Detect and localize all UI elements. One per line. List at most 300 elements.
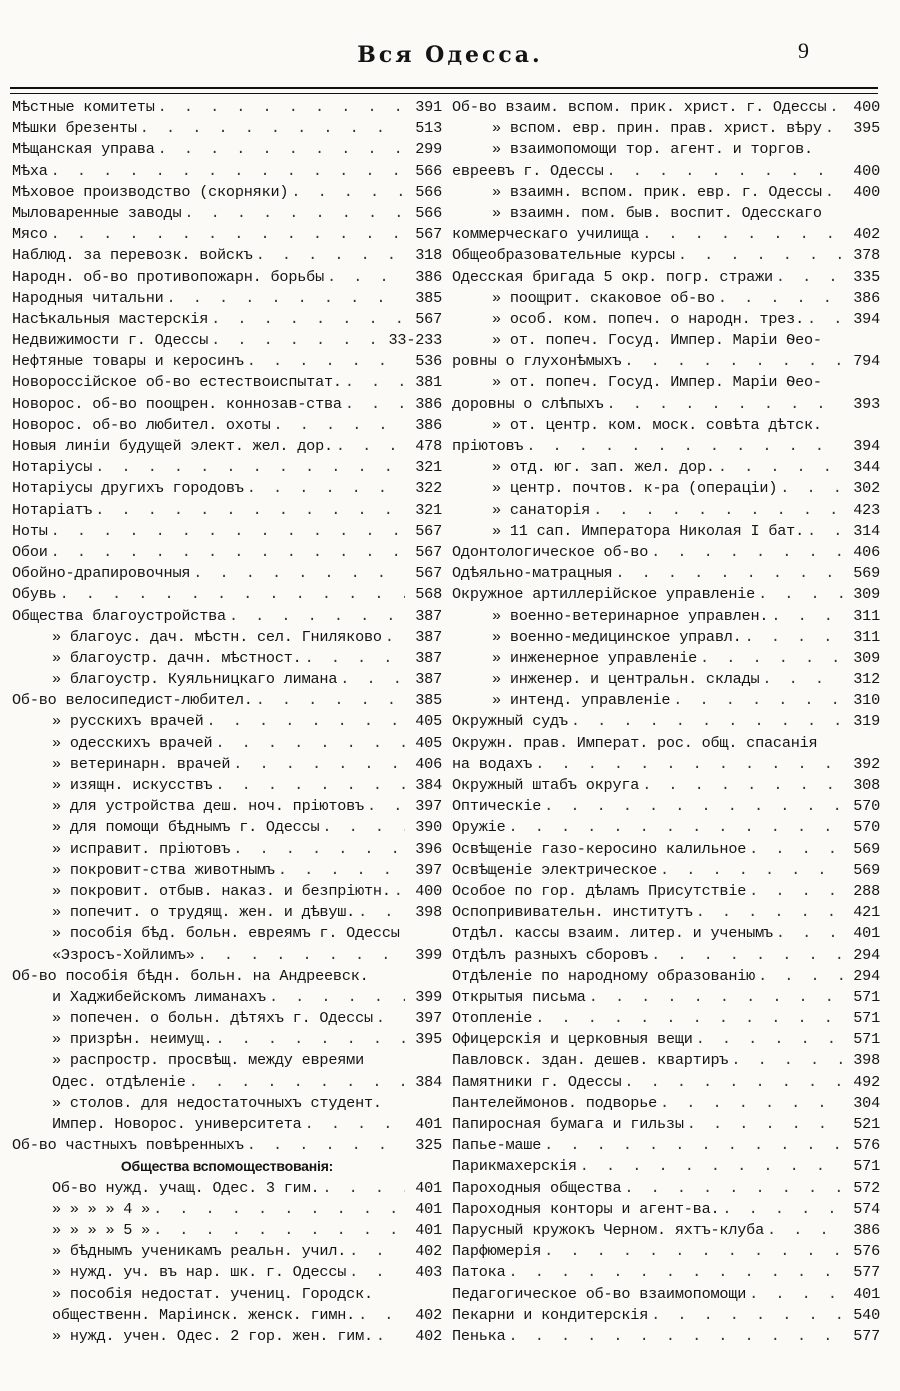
index-entry bbox=[12, 118, 442, 139]
entry-label: » взаимн. вспом. прик. евр. г. Одессы bbox=[492, 182, 822, 201]
dot-leader bbox=[722, 1199, 843, 1220]
dot-leader bbox=[825, 182, 843, 203]
dot-leader bbox=[247, 478, 405, 499]
dot-leader bbox=[571, 711, 843, 732]
entry-label: » изящн. искусствъ bbox=[52, 776, 213, 794]
entry-label: » от. центр. ком. моск. совѣта дѣтск. bbox=[492, 415, 822, 434]
dot-leader bbox=[385, 627, 405, 648]
dot-leader bbox=[660, 1093, 843, 1114]
entry-page-number: 423 bbox=[853, 500, 880, 519]
index-entry bbox=[12, 563, 442, 584]
dot-leader bbox=[153, 1199, 405, 1220]
entry-label: Окружный штабъ округа bbox=[452, 776, 640, 794]
index-entry bbox=[452, 1114, 880, 1135]
index-entry bbox=[452, 1305, 880, 1326]
entry-label: Об-во велосипедист-любител. bbox=[12, 691, 253, 710]
dot-leader bbox=[140, 118, 405, 139]
dot-leader bbox=[508, 817, 843, 838]
index-entry bbox=[12, 478, 442, 499]
index-entry bbox=[452, 881, 880, 902]
entry-page-number: 393 bbox=[853, 394, 880, 413]
dot-leader bbox=[749, 839, 843, 860]
dot-leader bbox=[229, 606, 405, 627]
index-entry bbox=[452, 987, 880, 1008]
entry-page-number: 386 bbox=[853, 1220, 880, 1239]
entry-label: Папиросная бумага и гильзы bbox=[452, 1115, 684, 1133]
entry-label: Одѣяльно-матрацныя bbox=[452, 564, 613, 583]
dot-leader bbox=[624, 1072, 843, 1093]
dot-leader bbox=[327, 267, 405, 288]
dot-leader bbox=[95, 500, 405, 521]
entry-page-number: 299 bbox=[415, 140, 442, 159]
dot-leader bbox=[508, 1262, 843, 1283]
entry-page-number: 311 bbox=[853, 627, 880, 646]
entry-page-number: 386 bbox=[415, 394, 442, 413]
entry-page-number: 576 bbox=[853, 1136, 880, 1155]
entry-page-number: 304 bbox=[853, 1093, 880, 1112]
dot-leader bbox=[829, 97, 843, 118]
entry-label: доровны о слѣпыхъ bbox=[452, 394, 604, 413]
entry-label: Мясо bbox=[12, 225, 48, 244]
index-entry bbox=[452, 923, 880, 944]
dot-leader bbox=[624, 351, 843, 372]
entry-label: » от. попеч. Госуд. Импер. Маріи Ѳео- bbox=[492, 331, 822, 350]
entry-label: Об-во пособія бѣдн. больн. на Андреевск. bbox=[12, 966, 369, 985]
index-entry bbox=[12, 606, 442, 627]
entry-page-number: 394 bbox=[853, 309, 880, 328]
index-entry bbox=[452, 648, 880, 669]
entry-label: евреевъ г. Одессы bbox=[452, 161, 604, 180]
entry-page-number: 571 bbox=[853, 1030, 880, 1049]
dot-leader bbox=[718, 288, 843, 309]
dot-leader bbox=[153, 1220, 405, 1241]
entry-page-number: 566 bbox=[415, 203, 442, 222]
index-entry bbox=[12, 690, 442, 711]
dot-leader bbox=[642, 224, 843, 245]
index-entry bbox=[12, 1178, 442, 1199]
dot-leader bbox=[51, 161, 405, 182]
dot-leader bbox=[51, 521, 405, 542]
index-entry bbox=[12, 1199, 442, 1220]
entry-label: Мѣшки брезенты bbox=[12, 119, 137, 138]
entry-page-number: 399 bbox=[415, 945, 442, 964]
entry-label: Новыя линіи будущей элект. жел. дор. bbox=[12, 437, 333, 455]
dot-leader bbox=[762, 669, 843, 690]
entry-label: Освѣщеніе электрическое bbox=[452, 860, 658, 879]
index-entry bbox=[452, 203, 880, 224]
index-entry bbox=[12, 245, 442, 266]
entry-page-number: 314 bbox=[853, 521, 880, 540]
entry-page-number: 421 bbox=[853, 903, 880, 922]
entry-page-number: 386 bbox=[415, 415, 442, 434]
entry-label: Оптическіе bbox=[452, 797, 542, 816]
entry-label: коммерческаго училища bbox=[452, 225, 640, 244]
entry-page-number: 402 bbox=[415, 1305, 442, 1324]
index-entry bbox=[12, 224, 442, 245]
entry-label: Педагогическое об-во взаимопомощи bbox=[452, 1284, 747, 1303]
dot-leader bbox=[745, 627, 843, 648]
dot-leader bbox=[51, 542, 405, 563]
entry-label: Окружн. прав. Императ. рос. общ. спасанія bbox=[452, 733, 818, 752]
dot-leader bbox=[673, 690, 843, 711]
entry-label: Отдѣленіе по народному образованію bbox=[452, 966, 756, 985]
entry-label: » 11 сап. Императора Николая I бат. bbox=[492, 521, 804, 540]
index-entry bbox=[12, 733, 442, 754]
index-entry bbox=[452, 1326, 880, 1347]
entry-page-number: 386 bbox=[415, 267, 442, 286]
dot-leader bbox=[535, 754, 843, 775]
entry-label: Недвижимости г. Одессы bbox=[12, 331, 209, 350]
index-entry bbox=[452, 436, 880, 457]
index-entry bbox=[12, 1262, 442, 1283]
index-entry bbox=[452, 1220, 880, 1241]
index-entry bbox=[12, 1050, 442, 1071]
dot-leader bbox=[305, 648, 405, 669]
entry-page-number: 406 bbox=[415, 754, 442, 773]
entry-label: Особое по гор. дѣламъ Присутствіе bbox=[452, 881, 747, 900]
index-entry bbox=[452, 224, 880, 245]
index-entry bbox=[12, 881, 442, 902]
entry-page-number: 321 bbox=[415, 500, 442, 519]
entry-label: ровны о глухонѣмыхъ bbox=[452, 352, 622, 371]
entry-label: Мыловаренные заводы bbox=[12, 203, 182, 222]
index-entry bbox=[452, 521, 880, 542]
dot-leader bbox=[807, 521, 843, 542]
dot-leader bbox=[345, 394, 405, 415]
index-entry bbox=[12, 1093, 442, 1114]
entry-label: Пенька bbox=[452, 1326, 506, 1345]
entry-label: Павловск. здан. дешев. квартиръ bbox=[452, 1051, 729, 1070]
entry-label: Мѣстные комитеты bbox=[12, 98, 155, 116]
index-entry bbox=[452, 1029, 880, 1050]
dot-leader bbox=[696, 1029, 843, 1050]
entry-page-number: 344 bbox=[853, 458, 880, 477]
entry-page-number: 576 bbox=[853, 1242, 880, 1261]
running-title: Вся Одесса. bbox=[357, 42, 543, 68]
entry-label: » особ. ком. попеч. о народн. трез. bbox=[492, 309, 804, 328]
dot-leader bbox=[269, 987, 405, 1008]
index-entry bbox=[12, 182, 442, 203]
entry-label: » центр. почтов. к-ра (операціи) bbox=[492, 479, 778, 498]
dot-leader bbox=[651, 945, 843, 966]
dot-leader bbox=[215, 775, 405, 796]
entry-page-number: 400 bbox=[853, 182, 880, 201]
dot-leader bbox=[322, 1178, 405, 1199]
index-entry bbox=[12, 1305, 442, 1326]
entry-label: » нужд. уч. въ нар. шк. г. Одессы bbox=[52, 1263, 347, 1282]
entry-page-number: 571 bbox=[853, 1157, 880, 1176]
entry-page-number: 402 bbox=[415, 1242, 442, 1261]
entry-page-number: 322 bbox=[415, 479, 442, 498]
dot-leader bbox=[184, 203, 405, 224]
entry-page-number: 574 bbox=[853, 1199, 880, 1218]
entry-label: Об-во частныхъ повѣренныхъ bbox=[12, 1136, 244, 1155]
dot-leader bbox=[158, 139, 405, 160]
entry-page-number: 399 bbox=[415, 987, 442, 1006]
dot-leader bbox=[593, 500, 843, 521]
entry-label: Ноты bbox=[12, 521, 48, 540]
dot-leader bbox=[215, 1029, 405, 1050]
entry-page-number: 401 bbox=[415, 1220, 442, 1239]
entry-label: » поощрит. скаковое об-во bbox=[492, 288, 715, 307]
entry-page-number: 794 bbox=[853, 352, 880, 371]
index-entry bbox=[452, 775, 880, 796]
index-entry bbox=[452, 139, 880, 160]
entry-page-number: 385 bbox=[415, 288, 442, 307]
index-entry bbox=[12, 1008, 442, 1029]
dot-leader bbox=[696, 902, 843, 923]
entry-page-number: 395 bbox=[853, 119, 880, 138]
entry-page-number: 381 bbox=[415, 373, 442, 392]
index-entry bbox=[12, 966, 442, 987]
entry-page-number: 402 bbox=[853, 225, 880, 244]
entry-label: Оружіе bbox=[452, 818, 506, 837]
index-entry bbox=[452, 563, 880, 584]
dot-leader bbox=[233, 754, 405, 775]
entry-label: Одонтологическое об-во bbox=[452, 542, 649, 561]
entry-label: » взаимопомощи тор. агент. и торгов. bbox=[492, 140, 813, 159]
entry-page-number: 569 bbox=[853, 564, 880, 583]
dot-leader bbox=[189, 1072, 405, 1093]
entry-label: » отд. юг. зап. жел. дор. bbox=[492, 458, 715, 477]
entry-label: Новороссійское об-во естествоиспытат. bbox=[12, 373, 342, 392]
dot-leader bbox=[580, 1156, 843, 1177]
dot-leader bbox=[158, 97, 405, 118]
dot-leader bbox=[544, 1135, 843, 1156]
entry-label: » военно-ветеринарное управлен. bbox=[492, 606, 769, 625]
index-entry bbox=[12, 627, 442, 648]
index-entry bbox=[452, 330, 880, 351]
index-entry bbox=[452, 245, 880, 266]
entry-page-number: 387 bbox=[415, 627, 442, 646]
entry-label: Отдѣлъ разныхъ сборовъ bbox=[452, 945, 649, 964]
entry-label: » » » » 5 » bbox=[52, 1220, 151, 1239]
dot-leader bbox=[651, 542, 843, 563]
entry-label: Офицерскія и церковныя вещи bbox=[452, 1030, 693, 1049]
index-entry bbox=[452, 309, 880, 330]
dot-leader bbox=[535, 1008, 843, 1029]
index-entry bbox=[12, 457, 442, 478]
dot-leader bbox=[336, 436, 405, 457]
index-entry bbox=[452, 966, 880, 987]
entry-label: Новорос. об-во поощрен. коннозав-ства bbox=[12, 394, 342, 413]
index-entry bbox=[452, 372, 880, 393]
entry-page-number: 385 bbox=[415, 691, 442, 710]
entry-page-number: 325 bbox=[415, 1136, 442, 1155]
entry-label: Пароходныя конторы и агент-ва. bbox=[452, 1199, 720, 1218]
entry-label: Об-во взаим. вспом. прик. христ. г. Одессы bbox=[452, 98, 827, 116]
index-entry bbox=[452, 500, 880, 521]
index-entry bbox=[452, 1156, 880, 1177]
entry-label: Парикмахерскія bbox=[452, 1157, 577, 1176]
entry-label: Памятники г. Одессы bbox=[452, 1072, 622, 1091]
index-entry bbox=[12, 923, 442, 944]
entry-label: » благоустр. Куяльницкаго лимана bbox=[52, 670, 338, 689]
dot-leader bbox=[776, 267, 843, 288]
dot-leader bbox=[256, 245, 405, 266]
index-entry bbox=[12, 987, 442, 1008]
dot-leader bbox=[615, 563, 843, 584]
entry-label: » » » » 4 » bbox=[52, 1199, 151, 1218]
index-entry bbox=[12, 584, 442, 605]
entry-label: Нотаріатъ bbox=[12, 500, 93, 519]
entry-label: » нужд. учен. Одес. 2 гор. жен. гим. bbox=[52, 1326, 373, 1345]
entry-label: Мѣщанская управа bbox=[12, 140, 155, 159]
entry-page-number: 387 bbox=[415, 606, 442, 625]
entry-page-number: 540 bbox=[853, 1305, 880, 1324]
entry-label: Пароходныя общества bbox=[452, 1178, 622, 1197]
index-entry bbox=[452, 351, 880, 372]
entry-label: Нотаріусы bbox=[12, 458, 93, 477]
index-entry bbox=[452, 669, 880, 690]
page-number: 9 bbox=[798, 38, 809, 63]
dot-leader bbox=[278, 860, 405, 881]
entry-page-number: 569 bbox=[853, 860, 880, 879]
index-entry bbox=[452, 796, 880, 817]
index-entry bbox=[452, 690, 880, 711]
entry-page-number: 398 bbox=[853, 1051, 880, 1070]
entry-label: Парусный кружокъ Черном. яхтъ-клуба bbox=[452, 1220, 764, 1239]
entry-page-number: 478 bbox=[415, 437, 442, 455]
entry-page-number: 319 bbox=[853, 712, 880, 731]
index-entry bbox=[12, 1072, 442, 1093]
index-entry bbox=[12, 330, 442, 351]
index-section-heading bbox=[12, 1156, 442, 1177]
dot-leader bbox=[376, 1008, 405, 1029]
dot-leader bbox=[367, 796, 405, 817]
entry-label: Пекарни и кондитерскія bbox=[452, 1305, 649, 1324]
entry-label: » вспом. евр. прин. прав. христ. вѣру bbox=[492, 119, 822, 138]
entry-page-number: 395 bbox=[415, 1030, 442, 1049]
entry-label: » инженерное управленіе bbox=[492, 648, 698, 667]
dot-leader bbox=[678, 245, 843, 266]
entry-label: » призрѣн. неимущ. bbox=[52, 1030, 213, 1049]
dot-leader bbox=[651, 1305, 843, 1326]
entry-label: Общества вспомоществованія: bbox=[120, 1158, 334, 1175]
index-entry bbox=[452, 733, 880, 754]
entry-page-number: 400 bbox=[853, 161, 880, 180]
index-entry bbox=[452, 161, 880, 182]
index-entry bbox=[452, 1008, 880, 1029]
index-entry bbox=[12, 711, 442, 732]
index-entry bbox=[12, 161, 442, 182]
entry-page-number: 309 bbox=[853, 585, 880, 604]
entry-page-number: 536 bbox=[415, 352, 442, 371]
index-entry bbox=[12, 309, 442, 330]
entry-page-number: 401 bbox=[853, 1284, 880, 1303]
index-entry bbox=[12, 1029, 442, 1050]
index-entry bbox=[452, 1199, 880, 1220]
dot-leader bbox=[749, 881, 843, 902]
entry-label: Отопленіе bbox=[452, 1009, 533, 1028]
index-entry bbox=[12, 436, 442, 457]
index-entry bbox=[12, 139, 442, 160]
index-entry bbox=[12, 542, 442, 563]
entry-page-number: 397 bbox=[415, 797, 442, 816]
entry-label: » для помощи бѣднымъ г. Одессы bbox=[52, 818, 320, 837]
index-entry bbox=[452, 394, 880, 415]
dot-leader bbox=[322, 817, 405, 838]
dot-leader bbox=[624, 1178, 843, 1199]
index-entry bbox=[12, 775, 442, 796]
index-entry bbox=[452, 817, 880, 838]
entry-page-number: 406 bbox=[853, 542, 880, 561]
index-entry bbox=[12, 817, 442, 838]
entry-page-number: 398 bbox=[415, 903, 442, 922]
entry-page-number: 318 bbox=[415, 246, 442, 265]
entry-label: Окружный судъ bbox=[452, 712, 568, 731]
entry-label: » исправит. пріютовъ bbox=[52, 839, 231, 858]
dot-leader bbox=[51, 224, 405, 245]
dot-leader bbox=[358, 902, 405, 923]
dot-leader bbox=[215, 733, 405, 754]
index-entry bbox=[12, 754, 442, 775]
dot-leader bbox=[758, 966, 843, 987]
dot-leader bbox=[211, 309, 405, 330]
dot-leader bbox=[767, 1220, 843, 1241]
index-entry bbox=[452, 1262, 880, 1283]
entry-page-number: 400 bbox=[415, 881, 442, 900]
dot-leader bbox=[207, 711, 405, 732]
entry-label: Общества благоустройства bbox=[12, 606, 226, 625]
dot-leader bbox=[247, 1135, 405, 1156]
index-entry bbox=[452, 627, 880, 648]
index-entry bbox=[452, 860, 880, 881]
index-entry bbox=[12, 1241, 442, 1262]
index-entry bbox=[12, 1114, 442, 1135]
dot-leader bbox=[305, 1114, 405, 1135]
index-entry bbox=[452, 415, 880, 436]
entry-label: Мѣховое производство (скорняки) bbox=[12, 182, 289, 201]
dot-leader bbox=[825, 118, 843, 139]
index-entry bbox=[12, 267, 442, 288]
entry-page-number: 378 bbox=[853, 246, 880, 265]
entry-page-number: 397 bbox=[415, 1009, 442, 1028]
entry-page-number: 294 bbox=[853, 966, 880, 985]
index-entry bbox=[452, 1050, 880, 1071]
entry-page-number: 392 bbox=[853, 754, 880, 773]
entry-label: Оспопрививательн. институтъ bbox=[452, 903, 693, 922]
index-entry bbox=[12, 648, 442, 669]
entry-label: Одесская бригада 5 окр. погр. стражи bbox=[452, 267, 773, 286]
dot-leader bbox=[349, 1262, 405, 1283]
dot-leader bbox=[589, 987, 843, 1008]
entry-page-number: 567 bbox=[415, 521, 442, 540]
entry-page-number: 308 bbox=[853, 776, 880, 794]
index-entry bbox=[12, 669, 442, 690]
entry-page-number: 577 bbox=[853, 1326, 880, 1345]
entry-page-number: 567 bbox=[415, 309, 442, 328]
entry-page-number: 396 bbox=[415, 839, 442, 858]
entry-label: » благоустр. дачн. мѣстност. bbox=[52, 648, 302, 667]
entry-label: » санаторія bbox=[492, 500, 591, 519]
header-rule bbox=[10, 87, 878, 94]
entry-page-number: 402 bbox=[415, 1326, 442, 1345]
dot-leader bbox=[394, 881, 405, 902]
dot-leader bbox=[60, 584, 405, 605]
index-entry bbox=[12, 288, 442, 309]
entry-page-number: 33-233 bbox=[388, 331, 442, 350]
entry-page-number: 569 bbox=[853, 839, 880, 858]
index-entry bbox=[12, 796, 442, 817]
entry-label: Папье-маше bbox=[452, 1136, 542, 1155]
dot-leader bbox=[607, 161, 843, 182]
entry-page-number: 571 bbox=[853, 1009, 880, 1028]
entry-label: » от. попеч. Госуд. Импер. Маріи Ѳео- bbox=[492, 373, 822, 392]
dot-leader bbox=[345, 372, 405, 393]
dot-leader bbox=[167, 288, 405, 309]
index-entry bbox=[452, 1284, 880, 1305]
